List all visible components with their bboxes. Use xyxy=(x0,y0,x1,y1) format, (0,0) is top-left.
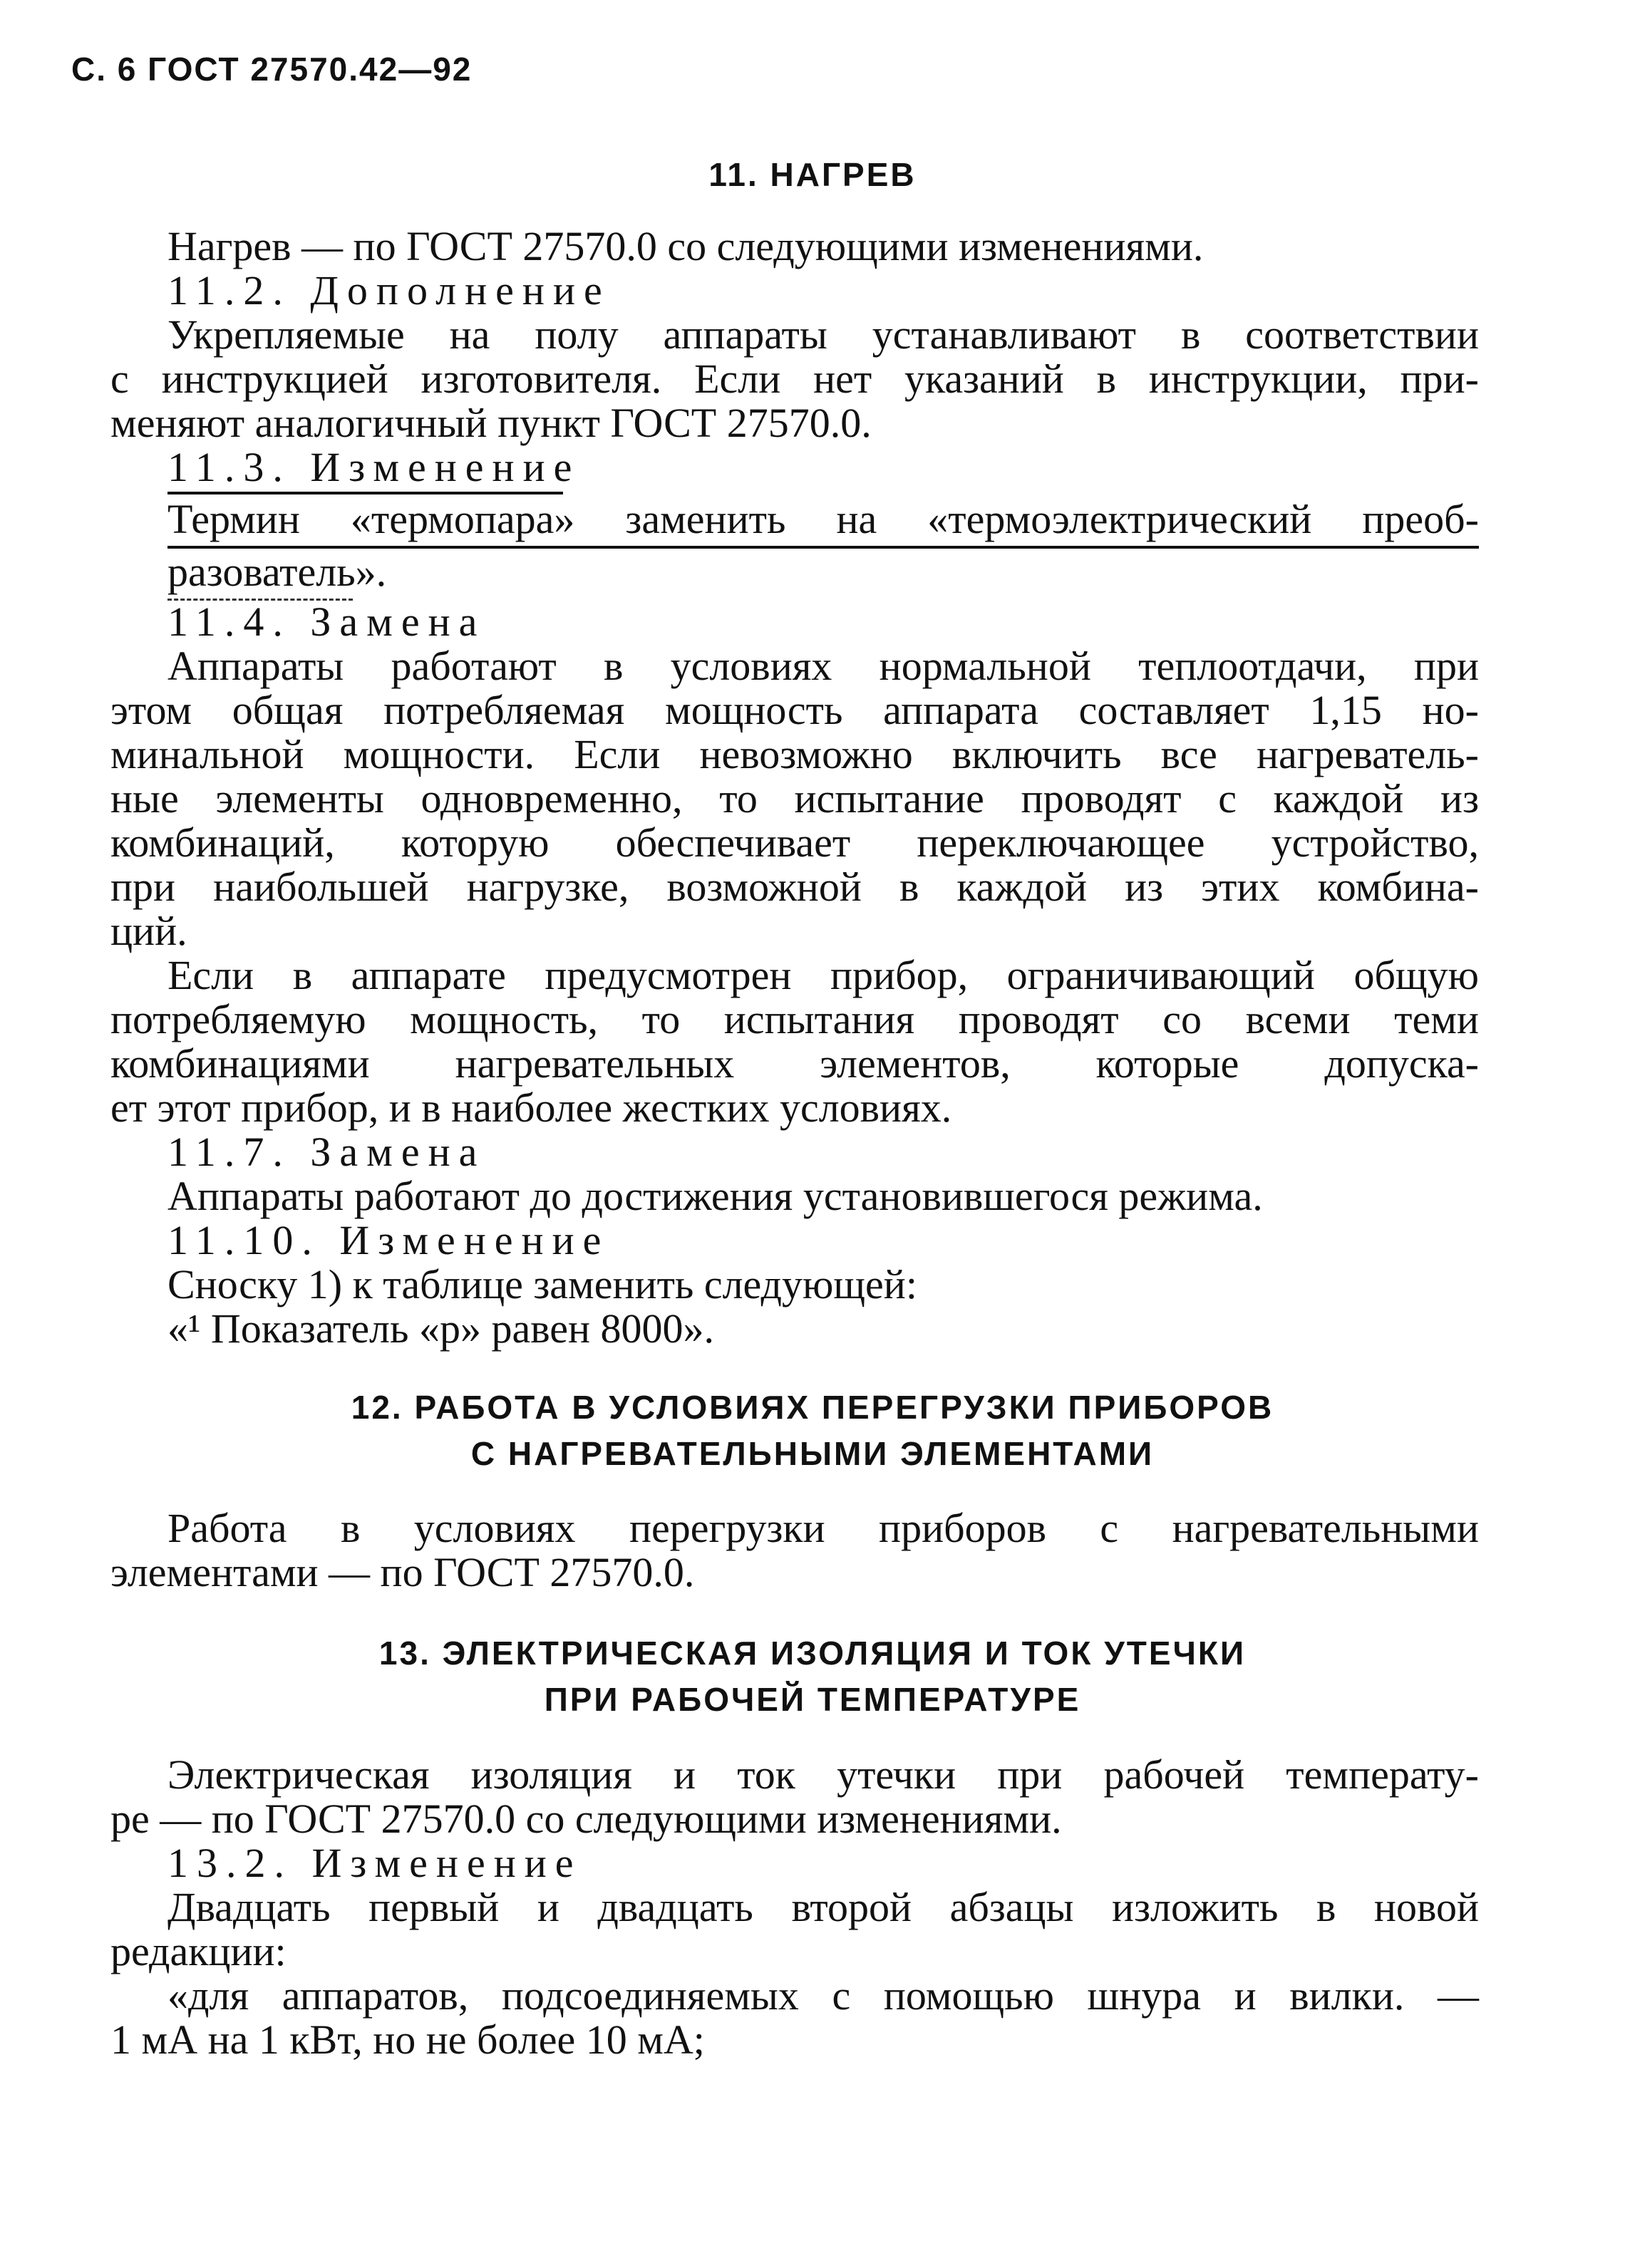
clause-11-3-title-underline xyxy=(167,492,563,494)
clause-11-3-title: 11.3. Изменение xyxy=(167,444,581,490)
clause-11-4-line: при наибольшей нагрузке, возможной в каждой из этих комбина- xyxy=(110,864,1479,910)
clause-13-2-line: редакции: xyxy=(110,1928,287,1974)
section-12-title: 12. РАБОТА В УСЛОВИЯХ ПЕРЕГРУЗКИ ПРИБОРОВ xyxy=(351,1389,1274,1426)
clause-13-2-line: 1 мА на 1 кВт, но не более 10 мА; xyxy=(110,2016,705,2063)
clause-11-4-line: Аппараты работают в условиях нормальной теплоотдачи, при xyxy=(167,643,1479,689)
clause-11-4-line: комбинаций, которую обеспечивает переключающее устройство, xyxy=(110,819,1479,866)
clause-11-4-line: потребляемую мощность, то испытания проводят со всеми теми xyxy=(110,996,1479,1042)
page-header: С. 6 ГОСТ 27570.42—92 xyxy=(71,51,473,88)
clause-13-2-line: «для аппаратов, подсоединяемых с помощью шнура и вилки. — xyxy=(167,1972,1479,2019)
clause-13-2-title: 13.2. Изменение xyxy=(167,1840,582,1886)
clause-11-2-line: Укрепляемые на полу аппараты устанавливают в соответствии xyxy=(167,311,1479,358)
clause-11-2-line: с инструкцией изготовителя. Если нет указаний в инструкции, при- xyxy=(110,356,1479,402)
clause-11-10-title: 11.10. Изменение xyxy=(167,1217,610,1263)
section-13-line: Электрическая изоляция и ток утечки при рабочей температу- xyxy=(167,1751,1479,1798)
clause-11-4-title: 11.4. Замена xyxy=(167,599,486,645)
clause-11-10-line: Сноску 1) к таблице заменить следующей: xyxy=(167,1261,917,1308)
section-11-intro: Нагрев — по ГОСТ 27570.0 со следующими изменениями. xyxy=(167,223,1204,269)
clause-11-3-line: разователь». xyxy=(167,549,387,595)
clause-11-4-line: ные элементы одновременно, то испытание проводят с каждой из xyxy=(110,775,1479,822)
clause-11-4-line: ций. xyxy=(110,908,187,954)
clause-11-4-line: комбинациями нагревательных элементов, которые допуска- xyxy=(110,1040,1479,1087)
section-13-line: ре — по ГОСТ 27570.0 со следующими изменениями. xyxy=(110,1796,1062,1842)
clause-11-4-line: этом общая потребляемая мощность аппарата составляет 1,15 но- xyxy=(110,687,1479,733)
clause-11-7-line: Аппараты работают до достижения установившегося режима. xyxy=(167,1173,1263,1219)
clause-11-3-line: Термин «термопара» заменить на «термоэлектрический преоб- xyxy=(167,496,1479,542)
clause-11-2-line: меняют аналогичный пункт ГОСТ 27570.0. xyxy=(110,400,872,446)
section-13-title: 13. ЭЛЕКТРИЧЕСКАЯ ИЗОЛЯЦИЯ И ТОК УТЕЧКИ xyxy=(378,1635,1247,1672)
clause-11-4-line: Если в аппарате предусмотрен прибор, ограничивающий общую xyxy=(167,952,1479,998)
clause-11-2-title: 11.2. Дополнение xyxy=(167,267,611,314)
clause-13-2-line: Двадцать первый и двадцать второй абзацы изложить в новой xyxy=(167,1884,1479,1930)
section-11-title: 11. НАГРЕВ xyxy=(708,156,917,193)
clause-11-7-title: 11.7. Замена xyxy=(167,1129,486,1175)
section-12-line: Работа в условиях перегрузки приборов с нагревательными xyxy=(167,1505,1479,1551)
clause-11-4-line: минальной мощности. Если невозможно включить все нагреватель- xyxy=(110,731,1479,777)
section-12-title: С НАГРЕВАТЕЛЬНЫМИ ЭЛЕМЕНТАМИ xyxy=(470,1435,1155,1472)
section-13-title: ПРИ РАБОЧЕЙ ТЕМПЕРАТУРЕ xyxy=(544,1681,1081,1718)
clause-11-4-line: ет этот прибор, и в наиболее жестких условиях. xyxy=(110,1084,952,1131)
section-12-line: элементами — по ГОСТ 27570.0. xyxy=(110,1549,695,1595)
clause-11-10-line: «¹ Показатель «р» равен 8000». xyxy=(167,1305,715,1352)
